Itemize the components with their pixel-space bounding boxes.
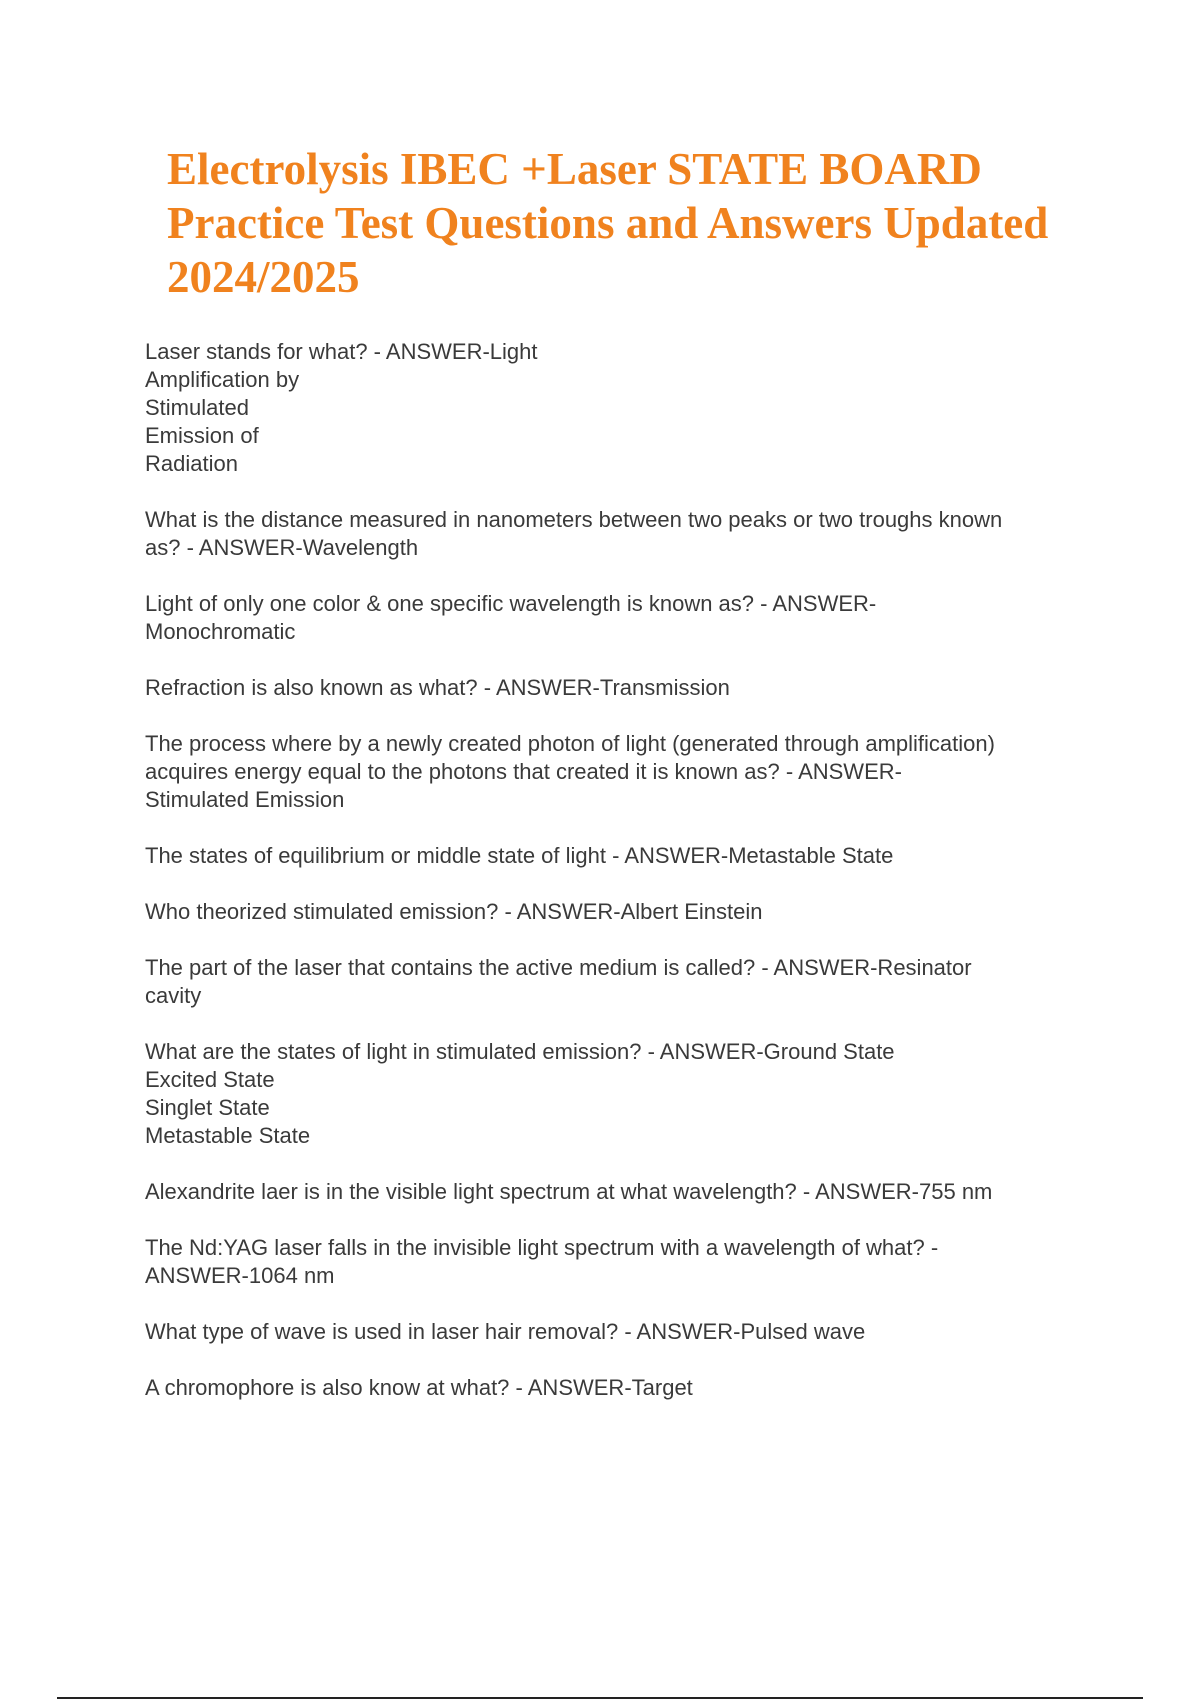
qa-item: Light of only one color & one specific wavelength is known as? - ANSWER- Monochromatic bbox=[145, 591, 877, 644]
qa-item: What type of wave is used in laser hair removal? - ANSWER-Pulsed wave bbox=[145, 1319, 866, 1344]
qa-item: The part of the laser that contains the active medium is called? - ANSWER-Resinator cavity bbox=[145, 955, 972, 1008]
qa-item: Alexandrite laer is in the visible light spectrum at what wavelength? - ANSWER-755 nm bbox=[145, 1179, 993, 1204]
qa-item: The process where by a newly created photon of light (generated through amplification) acquires energy equal to the photons that created it is known as? - ANSWER- Stimulated Emission bbox=[145, 731, 995, 812]
qa-item: The Nd:YAG laser falls in the invisible light spectrum with a wavelength of what? - ANSWER-1064 nm bbox=[145, 1235, 939, 1288]
qa-item: A chromophore is also know at what? - ANSWER-Target bbox=[145, 1375, 693, 1400]
document-title: Electrolysis IBEC +Laser STATE BOARD Practice Test Questions and Answers Updated 2024/2025 bbox=[167, 144, 1049, 302]
qa-item: The states of equilibrium or middle state of light - ANSWER-Metastable State bbox=[145, 843, 894, 868]
qa-item: What are the states of light in stimulated emission? - ANSWER-Ground State Excited State Singlet State Metastable State bbox=[145, 1039, 895, 1148]
qa-item: Who theorized stimulated emission? - ANSWER-Albert Einstein bbox=[145, 899, 763, 924]
qa-item: Laser stands for what? - ANSWER-Light Amplification by Stimulated Emission of Radiation bbox=[145, 339, 538, 476]
footer-divider bbox=[57, 1697, 1143, 1699]
qa-list bbox=[145, 338, 1105, 1430]
qa-item: Refraction is also known as what? - ANSWER-Transmission bbox=[145, 675, 730, 700]
qa-item: What is the distance measured in nanometers between two peaks or two troughs known as? - ANSWER-Wavelength bbox=[145, 507, 1003, 560]
